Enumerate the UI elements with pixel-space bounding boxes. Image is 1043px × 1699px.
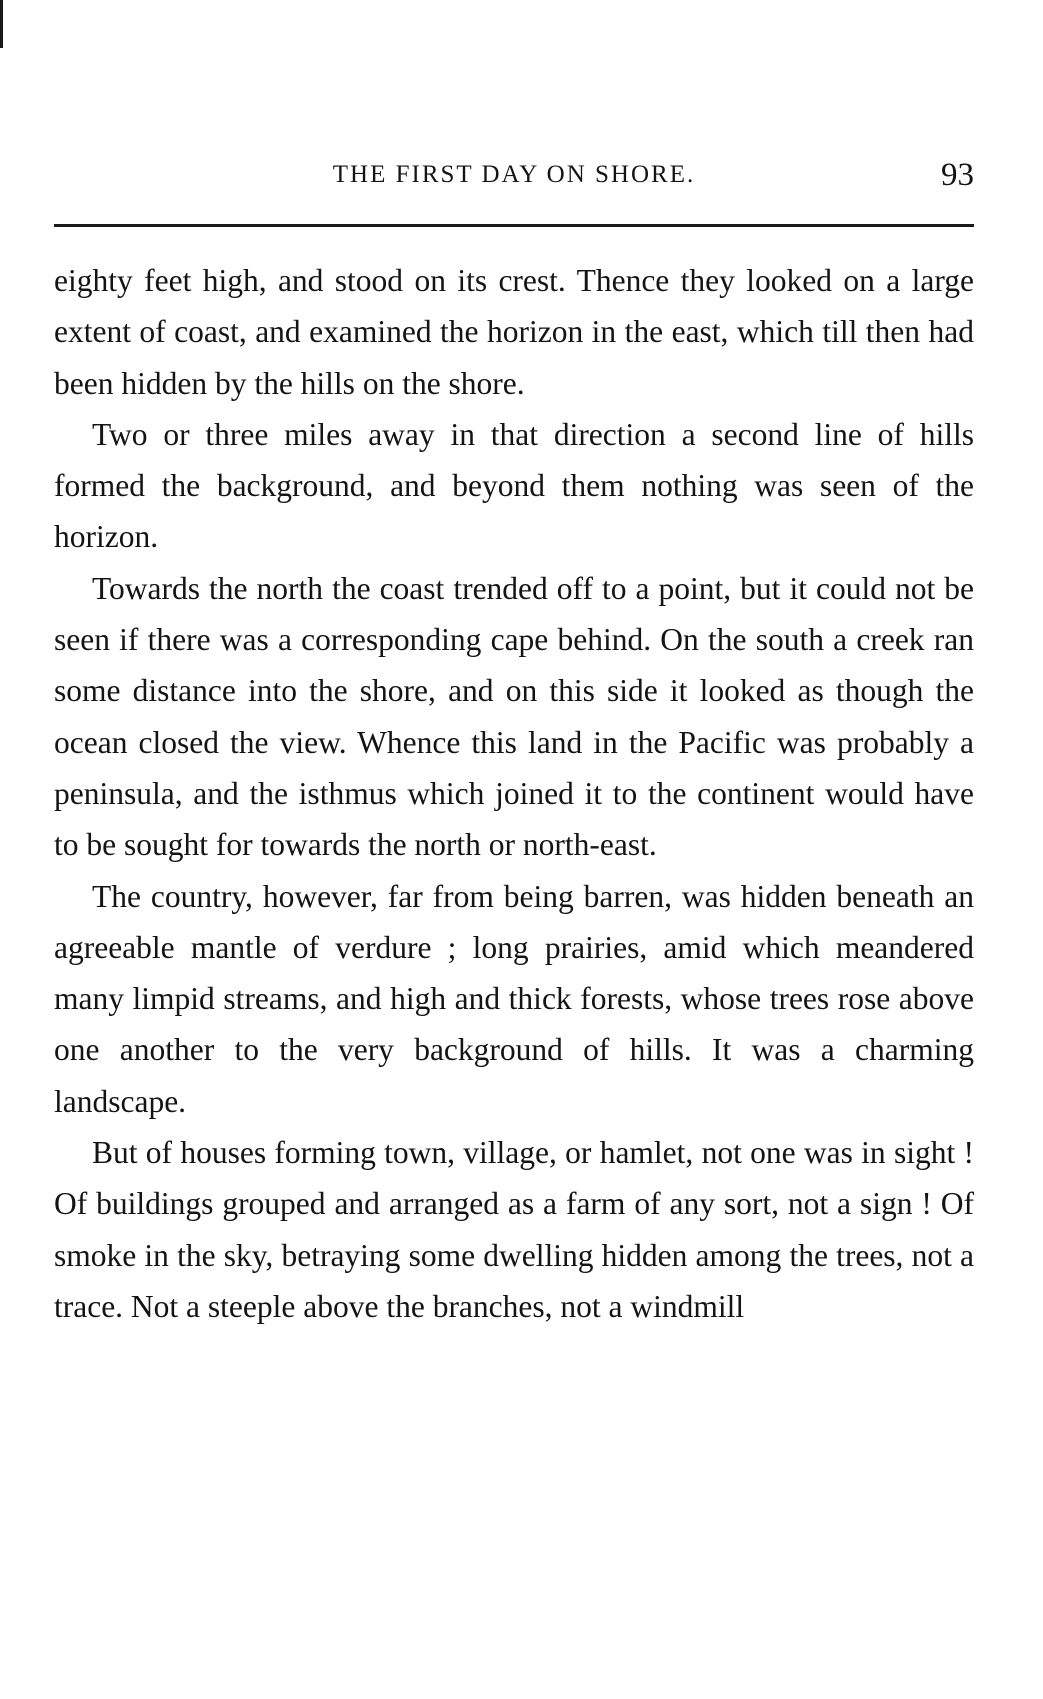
page-header (54, 157, 974, 200)
running-title: THE FIRST DAY ON SHORE. (332, 161, 696, 188)
paragraph: The country, however, far from being barren, was hidden beneath an agreeable mantle of verdure ; long prairies, amid which meandered many limpid streams, and high and thick forests, whose trees rose above one another to the very background of hills. It was a charming landscape. (54, 878, 974, 1119)
paragraph: eighty feet high, and stood on its crest. Thence they looked on a large extent of coast, and examined the horizon in the east, which till then had been hidden by the hills on the shore. (54, 263, 974, 401)
header-rule (54, 224, 974, 227)
paragraph: But of houses forming town, village, or hamlet, not one was in sight ! Of buildings grouped and arranged as a farm of any sort, not a sign ! Of smoke in the sky, betraying some dwelling hidden among the trees, not a trace. Not a steeple above the branches, not a windmill (54, 1135, 974, 1324)
paragraph: Two or three miles away in that direction a second line of hills formed the background, and beyond them nothing was seen of the horizon. (54, 416, 974, 555)
page-number: 93 (941, 157, 974, 193)
body-text (54, 255, 974, 1332)
paragraph: Towards the north the coast trended off to a point, but it could not be seen if there was a corresponding cape behind. On the south a creek ran some distance into the shore, and on this side it looked as though the ocean closed the view. Whence this land in the Pacific was probably a peninsula, and the isthmus which joined it to the continent would have to be sought for towards the north or north-east. (54, 570, 974, 863)
scan-edge-mark (0, 0, 3, 48)
